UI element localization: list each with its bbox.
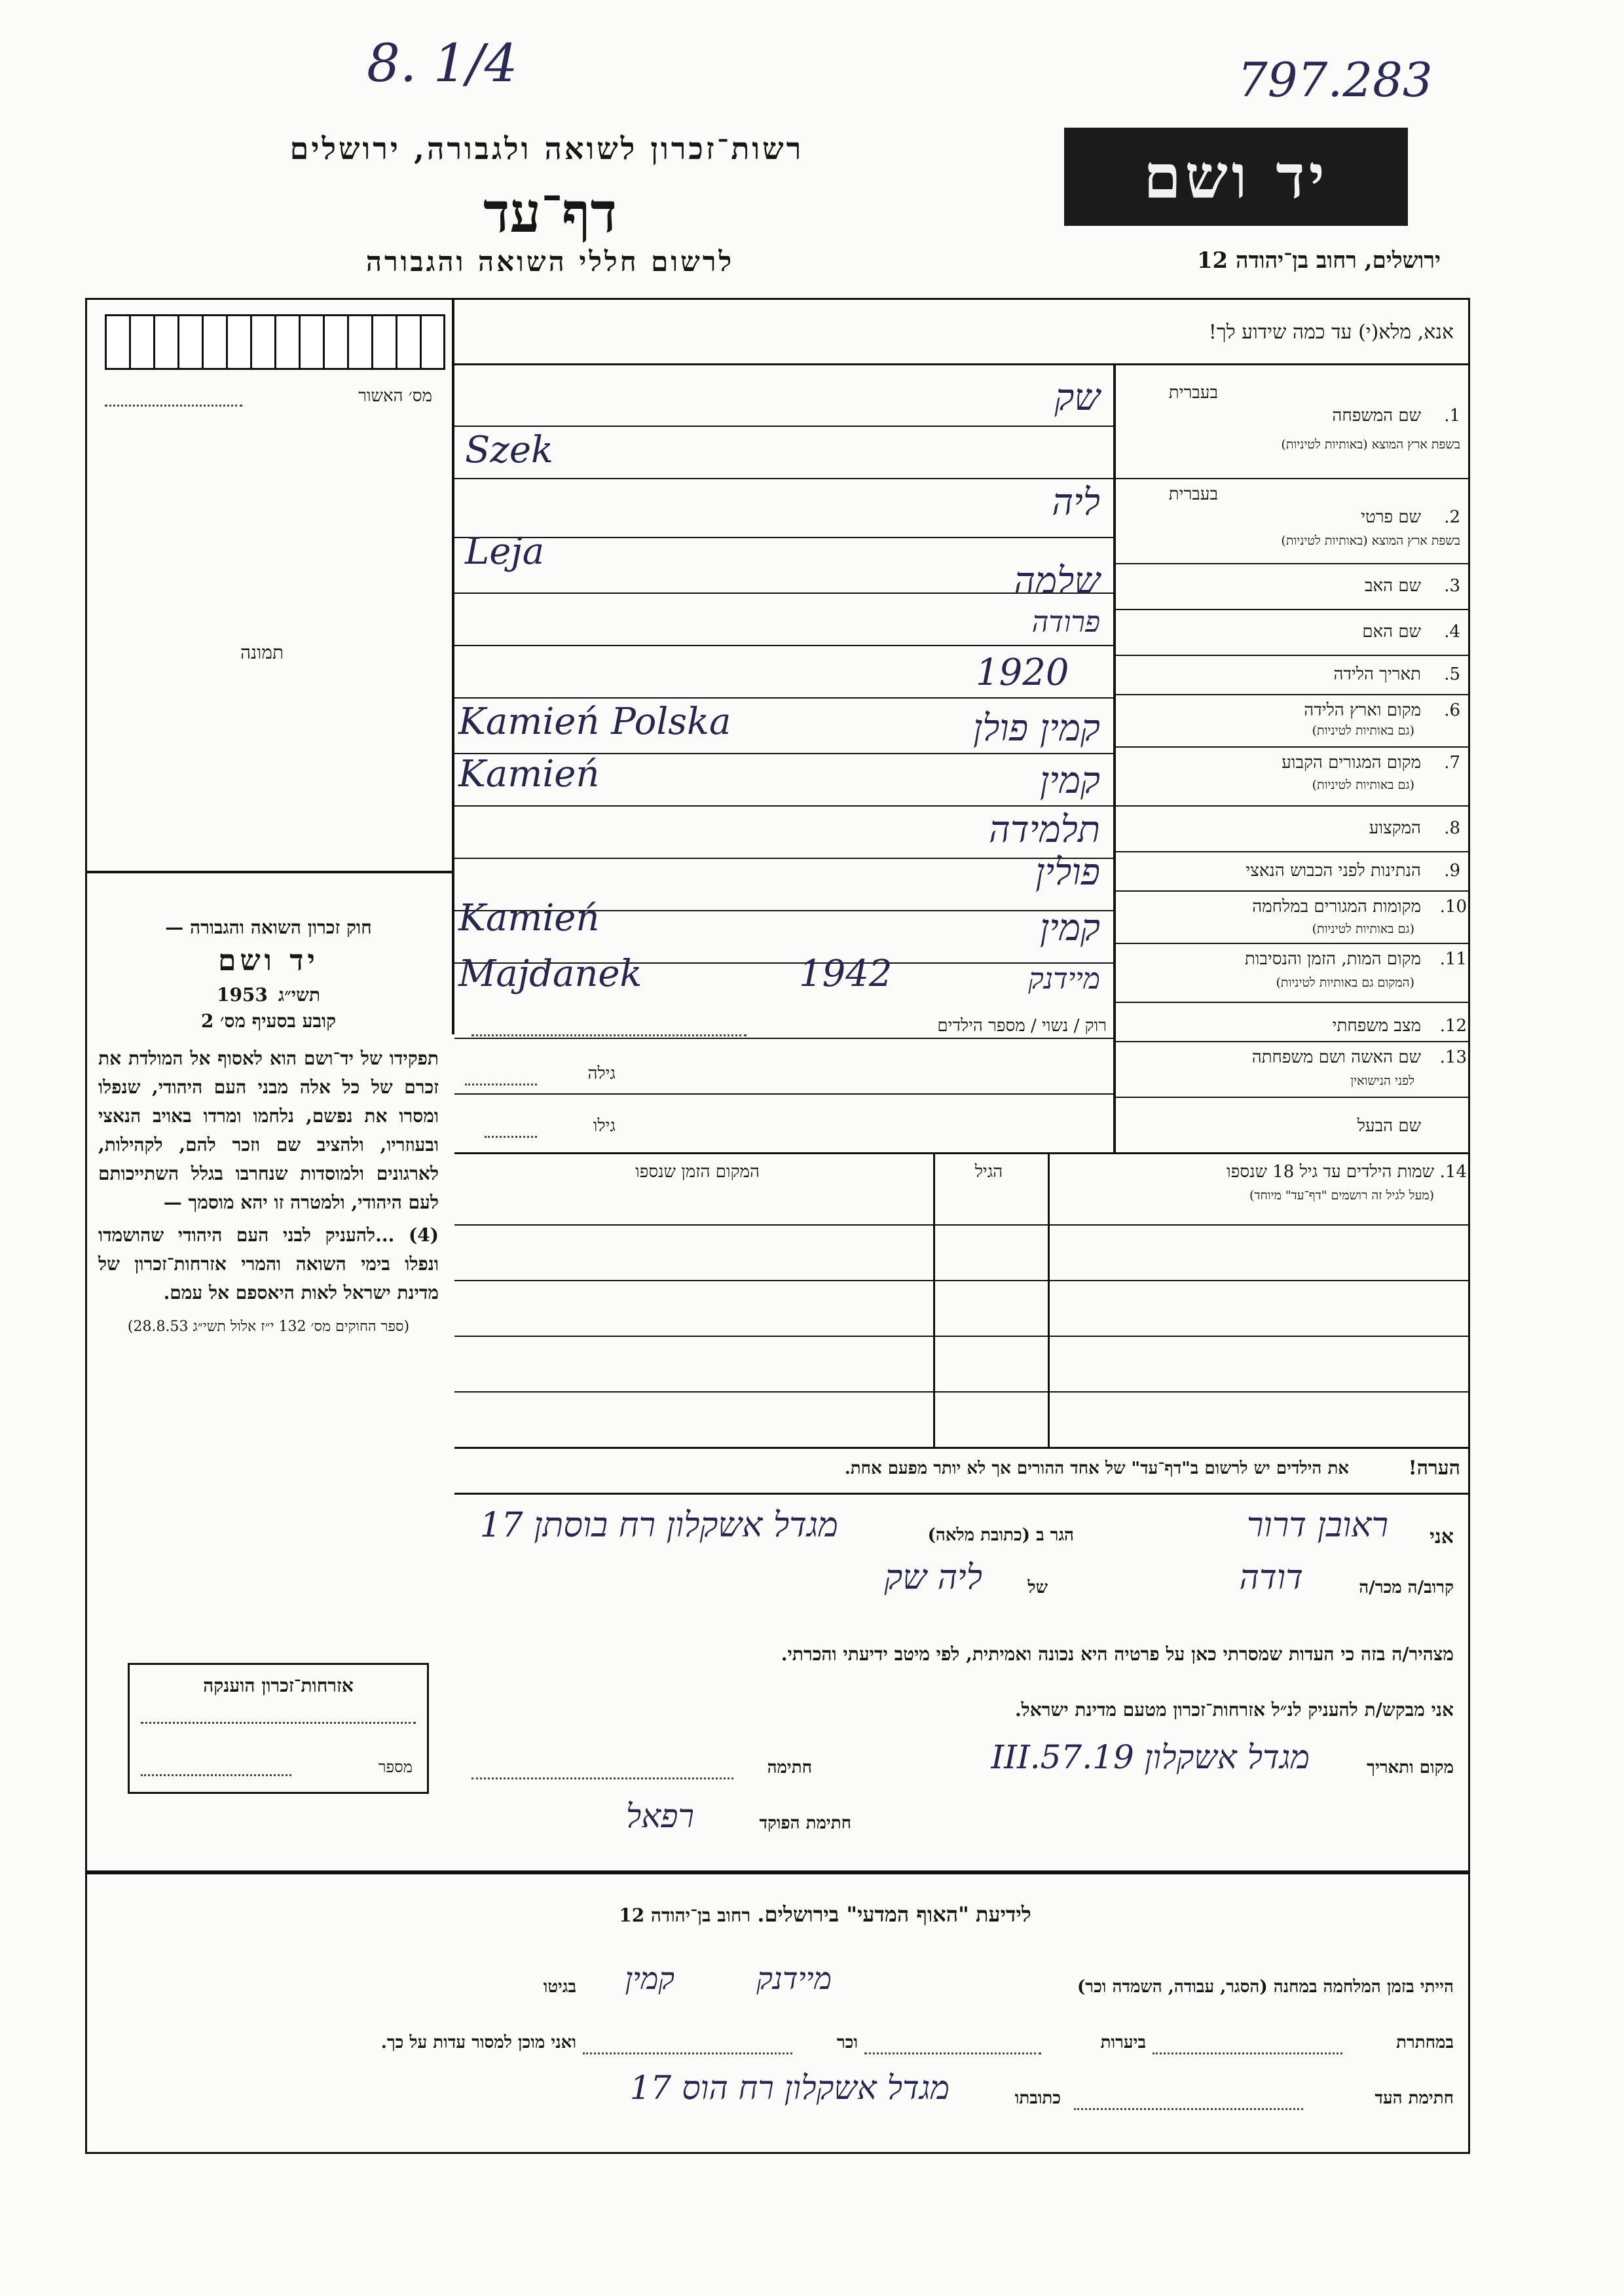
place-date-value: מגדל אשקלון 19.III.57 — [991, 1738, 1310, 1776]
field11-label: מקום המות, הזמן והנסיבות — [1244, 949, 1421, 969]
field10-number: 10. — [1439, 897, 1467, 917]
ghetto-label: בגיטו — [543, 1977, 576, 1997]
field6-label: מקום וארץ הלידה — [1304, 701, 1421, 720]
law-text: תפקידו של יד־ושם הוא לאסוף אל המולדת את זכרם של כל אלה מבני העם היהודי, שנפלו ומסרו את נפשם, נלחמו ומרדו באויב הנאצי ובעוזריו, ולהציב שם וזכר להם, לקהילות, לארגונים ולמוסדות שנחרבו בגלל השתייכותם לעם היהודי, ולמטרה זו יהא מוסמך — — [98, 1048, 439, 1213]
note-text: את הילדים יש לרשום ב"דף־עד" של אחד ההורים אך לא יותר מפעם אחת. — [844, 1459, 1349, 1478]
of-label: של — [1027, 1578, 1048, 1597]
field10-sub: (גם באותיות לטיניות) — [1312, 922, 1414, 936]
approval-number-label: מס׳ האשור — [358, 386, 432, 406]
form-subtitle: לרשום חללי השואה והגבורה — [365, 246, 735, 278]
declarant-i-label: אני — [1430, 1525, 1454, 1548]
field2-value-hebrew: ליה — [1052, 481, 1100, 524]
field14-number: 14. — [1439, 1162, 1467, 1182]
husband-name-label: שם הבעל — [1357, 1116, 1421, 1136]
camp-line-label: הייתי בזמן המלחמה במחנה (הסגר, עבודה, השמדה וכר) — [1077, 1977, 1454, 1997]
declarant-address: מגדל אשקלון רח בוסתן 17 — [479, 1506, 838, 1545]
file-number: 797.283 — [1238, 52, 1433, 107]
field3-value: שלמה — [1014, 560, 1100, 602]
field7-value-latin: Kamień — [458, 753, 600, 795]
field4-value: פרודה — [1031, 606, 1100, 639]
field1-value-latin: Szek — [465, 429, 553, 471]
field1-value-hebrew: שק — [1054, 376, 1100, 419]
certificate-title: אזרחות־זכרון הוענקה — [203, 1675, 354, 1696]
law-year-hebrew: תשי״ג — [278, 984, 321, 1006]
husband-age-label: גילו — [593, 1116, 616, 1136]
law-section: קובע בסעיף מס׳ 2 — [200, 1010, 337, 1032]
law-name: יד ושם — [218, 944, 319, 977]
officer-signature-label: חתימת הפוקד — [759, 1813, 851, 1833]
field5-label: תאריך הלידה — [1333, 665, 1421, 684]
field6-value-hebrew: קמין פולן — [972, 707, 1100, 750]
field12-label: מצב משפחתי — [1332, 1016, 1421, 1036]
law-source: (ספר החוקים מס׳ 132 י״ז אלול תשי״ג 28.8.53) — [127, 1319, 410, 1335]
field14-place-column: המקום הזמן שנספו — [635, 1162, 760, 1182]
law-text-block — [98, 917, 439, 1338]
witness-signature-label: חתימת העד — [1375, 2088, 1454, 2108]
form-title: דף־עד — [483, 180, 617, 245]
field4-number: 4. — [1444, 622, 1460, 642]
ghetto-value: קמין — [625, 1961, 674, 1996]
witness-address-label: כתובתו — [1014, 2088, 1061, 2108]
field11-sub: (המקום גם באותיות לטיניות) — [1276, 975, 1414, 990]
camp-value: מיידנק — [756, 1961, 832, 1996]
field13-age-label: גילה — [587, 1064, 616, 1084]
request-text: אני מבקש/ת להעניק לנ״ל אזרחות־זכרון מטעם מדינת ישראל. — [1014, 1699, 1454, 1721]
field12-number: 12. — [1439, 1016, 1467, 1036]
field6-value-latin: Kamień Polska — [458, 701, 731, 743]
field3-label: שם האב — [1365, 576, 1421, 596]
law-year: 1953 — [216, 984, 268, 1006]
footer-title-prefix: לידיעת — [976, 1902, 1031, 1927]
field7-number: 7. — [1444, 753, 1460, 773]
field9-number: 9. — [1444, 861, 1460, 881]
field3-number: 3. — [1444, 576, 1460, 596]
field14-age-column: הגיל — [974, 1162, 1003, 1182]
field13-sub: לפני הנישואין — [1350, 1074, 1414, 1088]
footer-heading — [458, 1902, 1192, 1927]
field2-hebrew-tag: בעברית — [1168, 484, 1218, 504]
law-item-4: (4) ...להעניק לבני העם היהודי שהושמדו ונפלו בימי השואה והמרי אזרחות־זכרון של מדינת ישראל לאות היאספם אל עמם. — [98, 1224, 439, 1303]
field14-label: שמות הילדים עד גיל 18 שנספו — [1227, 1162, 1434, 1182]
field11-number: 11. — [1439, 949, 1467, 969]
field8-label: המקצוע — [1369, 818, 1421, 838]
relation-value: דודה — [1239, 1558, 1303, 1597]
relation-label: קרוב/ה מכר/ה — [1359, 1578, 1454, 1597]
field6-sub: (גם באותיות לטיניות) — [1312, 723, 1414, 738]
field7-label: מקום המגורים הקבוע — [1282, 753, 1421, 773]
officer-signature-value: רפאל — [625, 1797, 694, 1835]
field1-number: 1. — [1444, 406, 1460, 426]
field6-number: 6. — [1444, 701, 1460, 720]
field10-value-latin: Kamień — [458, 897, 600, 939]
law-title: חוק זכרון השואה והגבורה — — [165, 917, 372, 938]
field10-label: מקומות המגורים במלחמה — [1252, 897, 1421, 917]
field9-label: הנתינות לפני הכבוש הנאצי — [1246, 861, 1421, 881]
of-value: ליה שק — [884, 1558, 982, 1597]
field12-options: רוק / נשוי / מספר הילדים — [937, 1016, 1107, 1036]
field11-value-latin: Majdanek — [458, 953, 642, 995]
field11-value-hebrew: מיידנק — [1028, 962, 1100, 996]
header-address: ירושלים, רחוב בן־יהודה 12 — [1196, 247, 1441, 274]
field13-number: 13. — [1439, 1048, 1467, 1067]
field9-value: פולין — [1035, 851, 1100, 894]
field1-hebrew-tag: בעברית — [1168, 383, 1218, 403]
witness-address-value: מגדל אשקלון רח הוס 17 — [629, 2069, 950, 2107]
note-label: הערה! — [1408, 1457, 1460, 1480]
authority-name: רשות־זכרון לשואה ולגבורה, ירושלים — [289, 131, 804, 166]
footer-address: רחוב בן־יהודה 12 — [619, 1904, 751, 1926]
signature-label: חתימה — [767, 1758, 812, 1777]
footer-title: "האוף המדעי" בירושלים. — [757, 1902, 969, 1927]
field4-label: שם האם — [1362, 622, 1421, 642]
field8-value: תלמידה — [989, 809, 1100, 851]
field1-label: שם המשפחה — [1332, 406, 1421, 426]
field8-number: 8. — [1444, 818, 1460, 838]
handwritten-top-mark: 8. 1/4 — [367, 33, 518, 94]
declarant-resides-label: הגר ב (כתובת מלאה) — [927, 1525, 1074, 1545]
field5-number: 5. — [1444, 665, 1460, 684]
field2-value-latin: Leja — [465, 530, 545, 573]
declarant-name: ראובן דרור — [1246, 1506, 1388, 1545]
underground-label: במחתרת — [1396, 2033, 1454, 2052]
ready-to-testify-text: ואני מוכן למסור עדות על כך. — [380, 2033, 576, 2052]
certificate-number-label: מספר — [378, 1758, 413, 1776]
field13-label: שם האשה ושם משפחתה — [1251, 1048, 1421, 1067]
field7-sub: (גם באותיות לטיניות) — [1312, 778, 1414, 792]
field1-sub: בשפת ארץ המוצא (באותיות לטיניות) — [1281, 437, 1460, 452]
declaration-text: מצהיר/ה בזה כי העדות שמסרתי כאן על פרטיה היא נכונה ואמיתית, לפי מיטב ידיעתי והכרתי. — [781, 1643, 1454, 1665]
field11-value-year: 1942 — [799, 953, 893, 995]
field2-sub: בשפת ארץ המוצא (באותיות לטיניות) — [1281, 534, 1460, 548]
forests-label: ביערות — [1100, 2033, 1146, 2052]
field2-number: 2. — [1444, 507, 1460, 527]
place-date-label: מקום ותאריך — [1367, 1758, 1454, 1777]
field5-value: 1920 — [976, 651, 1069, 694]
field10-value-hebrew: קמין — [1039, 907, 1100, 949]
approval-number-grid — [105, 314, 445, 370]
field14-sub: (מעל לגיל זה רושמים "דף־עד" מיוחד) — [1249, 1188, 1434, 1203]
etc-label: וכר — [836, 2033, 858, 2052]
photo-label: תמונה — [240, 642, 284, 663]
intro-text: אנא, מלא(י) עד כמה שידוע לך! — [1208, 321, 1454, 344]
field2-label: שם פרטי — [1361, 507, 1421, 527]
yad-vashem-logo: יד ושם — [1064, 128, 1408, 226]
field7-value-hebrew: קמין — [1039, 759, 1100, 802]
